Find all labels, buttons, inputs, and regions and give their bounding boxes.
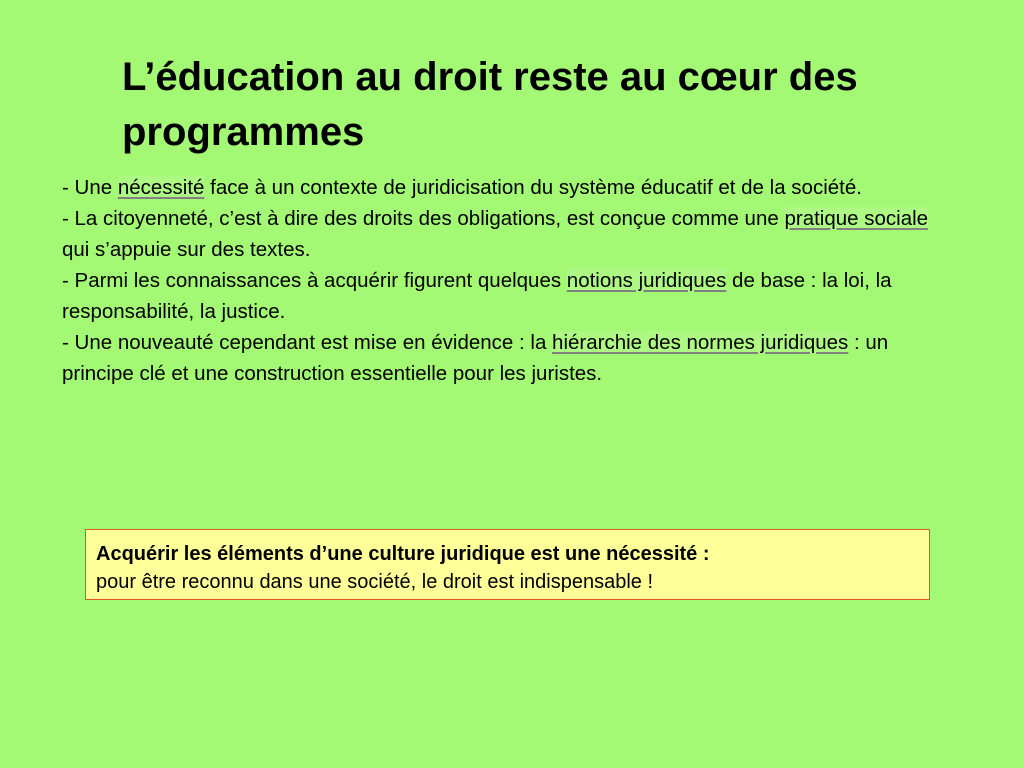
bullet-paragraph-2 [62, 203, 942, 265]
bullet-text: qui s’appuie sur des textes. [62, 238, 311, 261]
bullet-text: - Une [62, 176, 118, 199]
bullet-paragraph-4 [62, 327, 942, 389]
bullet-paragraph-1 [62, 172, 942, 203]
bullet-text: - Parmi les connaissances à acquérir figurent quelques [62, 269, 567, 292]
highlighted-term: pratique sociale [784, 207, 929, 230]
bullet-text: - Une nouveauté cependant est mise en évidence : la [62, 331, 553, 354]
bullet-text: - La citoyenneté, c’est à dire des droits des obligations, est conçue comme une [62, 207, 785, 230]
bullet-text: face à un contexte de juridicisation du système éducatif et de la société. [204, 176, 862, 199]
callout-heading: Acquérir les éléments d’une culture juridique est une nécessité : [96, 543, 710, 565]
callout-text: pour être reconnu dans une société, le droit est indispensable ! [96, 571, 654, 593]
slide-title: L’éducation au droit reste au cœur des programmes [122, 55, 858, 154]
slide-body [62, 172, 942, 389]
highlighted-term: nécessité [117, 176, 205, 199]
bullet-text: de base : la loi, la responsabilité, la justice. [62, 269, 892, 323]
bullet-paragraph-3 [62, 265, 942, 327]
highlighted-term: hiérarchie des normes juridiques [552, 331, 849, 354]
callout-box [85, 529, 930, 600]
bullet-text: : un principe clé et une construction essentielle pour les juristes. [62, 331, 889, 385]
highlighted-term: notions juridiques [566, 269, 727, 292]
